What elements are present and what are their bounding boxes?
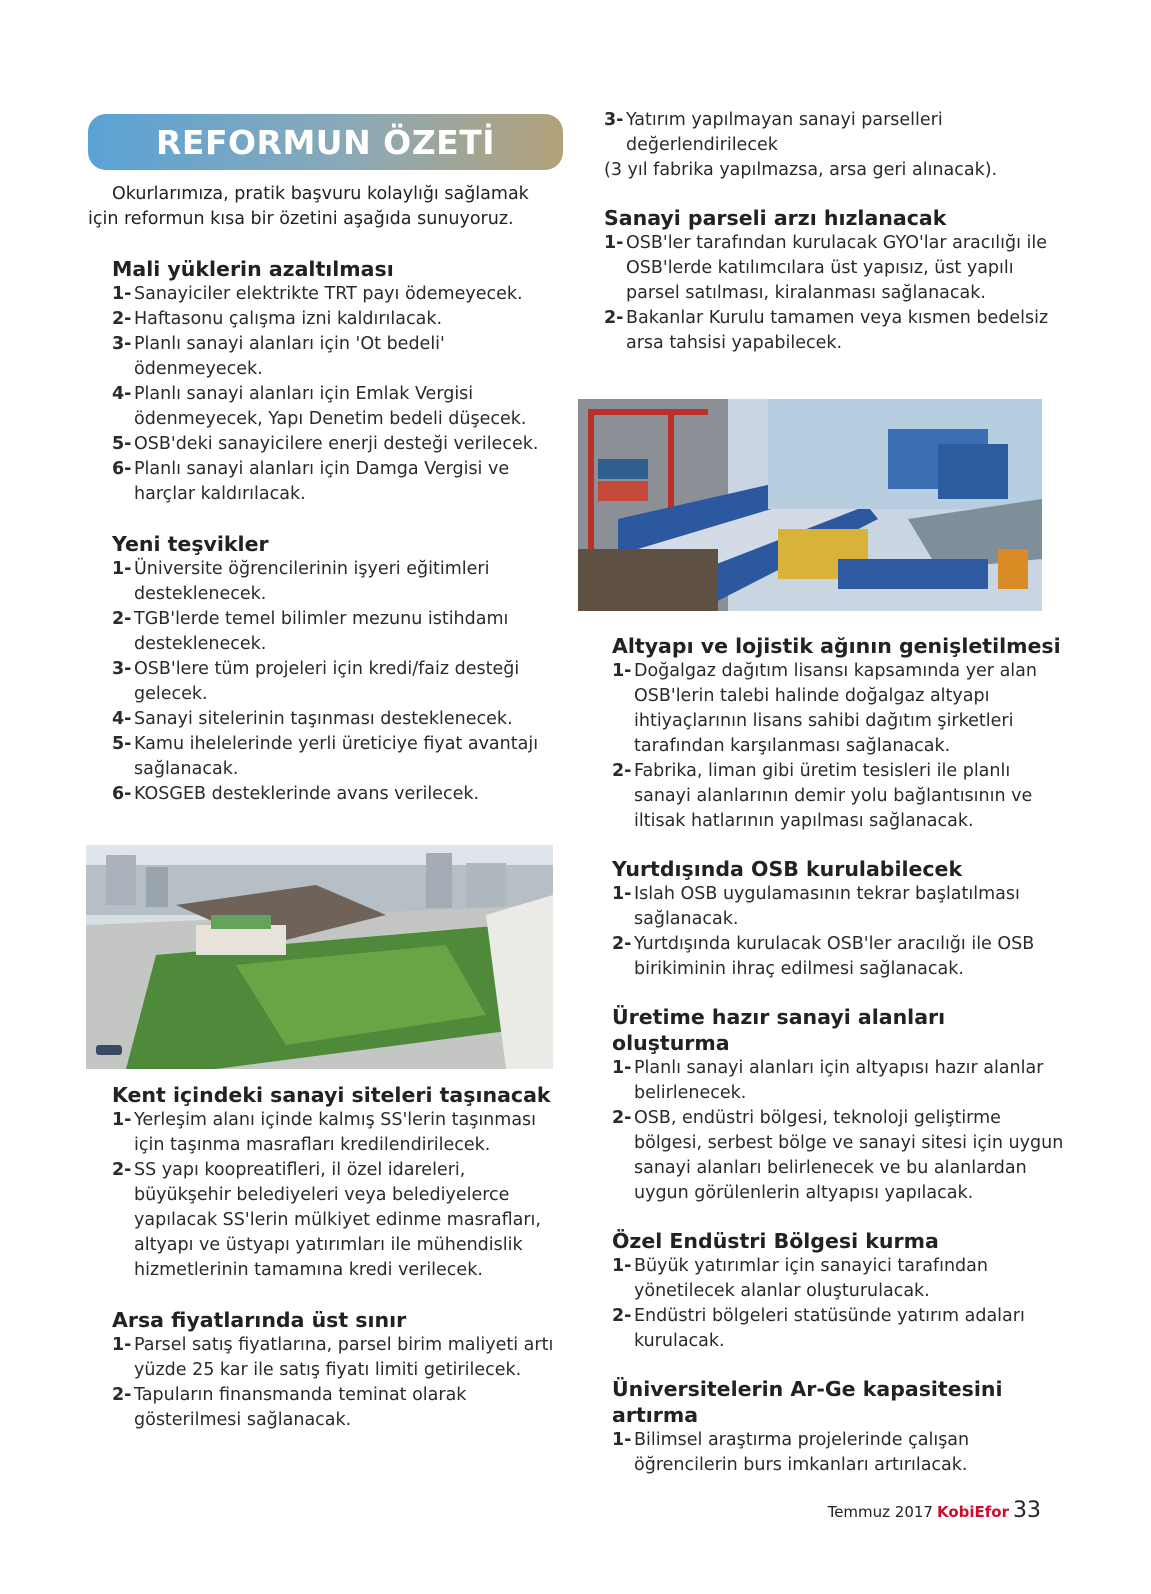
item-list bbox=[112, 1333, 563, 1433]
list-item: 2- TGB'lerde temel bilimler mezunu istihdamı desteklenecek. bbox=[112, 609, 509, 654]
left-column bbox=[88, 114, 563, 807]
list-item: 2- Yurtdışında kurulacak OSB'ler aracılığı ile OSB birikiminin ihraç edilmesi sağlanacak. bbox=[612, 934, 1035, 979]
item-list bbox=[112, 557, 563, 807]
issue-date: Temmuz 2017 bbox=[827, 1503, 933, 1521]
item-list bbox=[112, 1108, 563, 1283]
list-item: 4- Sanayi sitelerinin taşınması desteklenecek. bbox=[112, 709, 513, 729]
list-item: 1- Sanayiciler elektrikte TRT payı ödemeyecek. bbox=[112, 284, 523, 304]
list-item: 6- Planlı sanayi alanları için Damga Vergisi ve harçlar kaldırılacak. bbox=[112, 459, 510, 504]
list-item: 1- OSB'ler tarafından kurulacak GYO'lar aracılığı ile OSB'lerde katılımcılara üst yapısız, üst yapılı parsel satılması, kiralanması sağlanacak. bbox=[604, 233, 1048, 303]
list-item: 1- Planlı sanayi alanları için altyapısı hazır alanlar belirlenecek. bbox=[612, 1058, 1044, 1103]
section-title: Üretime hazır sanayi alanları oluşturma bbox=[612, 1005, 946, 1055]
item-list bbox=[612, 1254, 1068, 1354]
page-number: 33 bbox=[1013, 1498, 1041, 1523]
section-land-price-cap bbox=[112, 1307, 563, 1433]
list-item: 2- Tapuların finansmanda teminat olarak gösterilmesi sağlanacak. bbox=[112, 1385, 467, 1430]
list-item: 1- Yerleşim alanı içinde kalmış SS'lerin taşınması için taşınma masrafları kredilendirilecek. bbox=[112, 1110, 537, 1155]
list-item: 1- Doğalgaz dağıtım lisansı kapsamında yer alan OSB'lerin talebi halinde doğalgaz altyapı ihtiyaçlarının lisans sahibi dağıtım şirketleri tarafından karşılanması sağlanacak. bbox=[612, 661, 1037, 756]
section-special-industrial-zone bbox=[612, 1228, 1068, 1354]
list-item: 4- Planlı sanayi alanları için Emlak Vergisi ödenmeyecek, Yapı Denetim bedeli düşecek. bbox=[112, 384, 527, 429]
section-title: Özel Endüstri Bölgesi kurma bbox=[612, 1229, 939, 1253]
list-item: 1- Islah OSB uygulamasının tekrar başlatılması sağlanacak. bbox=[612, 884, 1020, 929]
section-title: Yurtdışında OSB kurulabilecek bbox=[612, 857, 963, 881]
parenthetical-note: (3 yıl fabrika yapılmazsa, arsa geri alınacak). bbox=[604, 160, 998, 180]
section-title: Arsa fiyatlarında üst sınır bbox=[112, 1308, 407, 1332]
list-item: 1- Büyük yatırımlar için sanayici tarafından yönetilecek alanlar oluşturulacak. bbox=[612, 1256, 988, 1301]
list-item: 2- Bakanlar Kurulu tamamen veya kısmen bedelsiz arsa tahsisi yapabilecek. bbox=[604, 308, 1049, 353]
section-title: Sanayi parseli arzı hızlanacak bbox=[604, 206, 947, 230]
page-footer bbox=[828, 1498, 1041, 1523]
left-column-lower bbox=[88, 1082, 563, 1433]
section-title: Kent içindeki sanayi siteleri taşınacak bbox=[112, 1083, 551, 1107]
right-column-lower bbox=[588, 633, 1068, 1478]
section-title: Üniversitelerin Ar-Ge kapasitesini artırma bbox=[612, 1377, 1003, 1427]
item-list bbox=[112, 282, 563, 507]
section-fiscal-burden bbox=[112, 256, 563, 507]
magazine-brand: KobiEfor bbox=[936, 1503, 1009, 1521]
logistics-collage-image bbox=[578, 399, 1042, 611]
section-new-incentives bbox=[112, 531, 563, 807]
section-continued bbox=[604, 108, 1068, 183]
section-title: Yeni teşvikler bbox=[112, 532, 269, 556]
list-item: 5- OSB'deki sanayicilere enerji desteği verilecek. bbox=[112, 434, 539, 454]
industrial-site-render-image bbox=[86, 845, 553, 1069]
list-item: 2- SS yapı koopreatifleri, il özel idareleri, büyükşehir belediyeleri veya belediyelerce yapılacak SS'lerin mülkiyet edinme masrafları, altyapı ve üstyapı yatırımları ile mühendislik hizmetlerinin tamamına kredi verilecek. bbox=[112, 1160, 541, 1280]
list-item: 3- Yatırım yapılmayan sanayi parselleri değerlendirilecek bbox=[604, 110, 943, 155]
banner-title: REFORMUN ÖZETİ bbox=[155, 122, 495, 162]
list-item: 2- Fabrika, liman gibi üretim tesisleri ile planlı sanayi alanlarının demir yolu bağlantısının ve iltisak hatlarının yapılması sağlanacak. bbox=[612, 761, 1033, 831]
item-list bbox=[604, 108, 1068, 158]
section-ready-industrial-areas bbox=[612, 1004, 1068, 1206]
list-item: 1- Bilimsel araştırma projelerinde çalışan öğrencilerin burs imkanları artırılacak. bbox=[612, 1430, 970, 1475]
section-relocation bbox=[112, 1082, 563, 1283]
list-item: 3- OSB'lere tüm projeleri için kredi/faiz desteği gelecek. bbox=[112, 659, 520, 704]
item-list bbox=[612, 659, 1068, 834]
section-university-rnd bbox=[612, 1376, 1068, 1478]
item-list bbox=[604, 231, 1068, 356]
list-item: 5- Kamu ihelelerinde yerli üreticiye fiyat avantajı sağlanacak. bbox=[112, 734, 539, 779]
list-item: 1- Üniversite öğrencilerinin işyeri eğitimleri desteklenecek. bbox=[112, 559, 490, 604]
right-column bbox=[588, 108, 1068, 356]
item-list bbox=[612, 882, 1068, 982]
list-item: 2- OSB, endüstri bölgesi, teknoloji geliştirme bölgesi, serbest bölge ve sanayi sitesi için uygun sanayi alanları belirlenecek ve bu alanlardan uygun görülenlerin altyapısı yapılacak. bbox=[612, 1108, 1064, 1203]
list-item: 1- Parsel satış fiyatlarına, parsel birim maliyeti artı yüzde 25 kar ile satış fiyatı limiti getirilecek. bbox=[112, 1335, 554, 1380]
section-osb-abroad bbox=[612, 856, 1068, 982]
reform-summary-banner bbox=[88, 114, 563, 170]
section-title: Altyapı ve lojistik ağının genişletilmesi bbox=[612, 634, 1061, 658]
section-parcel-supply bbox=[604, 205, 1068, 356]
list-item: 3- Planlı sanayi alanları için 'Ot bedeli' ödenmeyecek. bbox=[112, 334, 445, 379]
intro-paragraph: Okurlarımıza, pratik başvuru kolaylığı sağlamak için reformun kısa bir özetini aşağıda sunuyoruz. bbox=[88, 184, 529, 229]
section-infrastructure-logistics bbox=[612, 633, 1068, 834]
section-title: Mali yüklerin azaltılması bbox=[112, 257, 394, 281]
item-list bbox=[612, 1056, 1068, 1206]
item-list bbox=[612, 1428, 1068, 1478]
list-item: 2- Haftasonu çalışma izni kaldırılacak. bbox=[112, 309, 443, 329]
list-item: 2- Endüstri bölgeleri statüsünde yatırım adaları kurulacak. bbox=[612, 1306, 1025, 1351]
list-item: 6- KOSGEB desteklerinde avans verilecek. bbox=[112, 784, 480, 804]
